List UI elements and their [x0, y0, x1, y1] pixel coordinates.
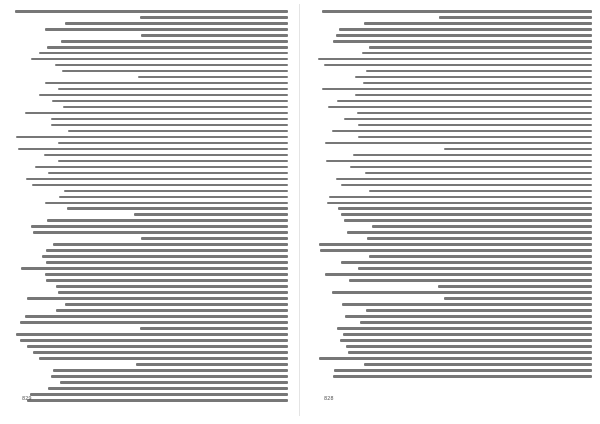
text-line [18, 148, 288, 151]
text-line [44, 154, 288, 157]
text-line [45, 273, 288, 276]
text-line [344, 219, 592, 222]
text-line [140, 16, 288, 19]
text-line [141, 237, 288, 240]
text-line [336, 178, 592, 181]
text-line [358, 136, 592, 139]
text-line [328, 106, 592, 109]
text-line [341, 213, 592, 216]
text-line [20, 339, 288, 342]
text-line [39, 52, 288, 55]
text-line [53, 369, 288, 372]
text-line [337, 327, 592, 330]
text-line [16, 136, 288, 139]
text-line [342, 303, 592, 306]
text-line [138, 76, 288, 79]
text-line [332, 130, 592, 133]
text-line [45, 82, 288, 85]
text-line [333, 40, 592, 43]
text-line [358, 124, 592, 127]
text-line [20, 321, 288, 324]
text-line [25, 112, 288, 115]
text-line [58, 291, 288, 294]
text-line [60, 381, 288, 384]
text-line [63, 106, 288, 109]
text-line [30, 393, 288, 396]
text-line [320, 249, 592, 252]
text-line [58, 88, 288, 91]
text-line [326, 160, 592, 163]
text-line [439, 16, 592, 19]
text-line [365, 172, 592, 175]
text-line [349, 279, 592, 282]
text-line [364, 363, 592, 366]
text-line [318, 58, 592, 61]
text-line [61, 40, 288, 43]
text-line [33, 231, 288, 234]
text-line [27, 297, 288, 300]
text-line [336, 34, 592, 37]
text-line [58, 160, 288, 163]
text-line [16, 333, 288, 336]
text-line [337, 100, 592, 103]
text-line [55, 64, 288, 67]
text-line [27, 399, 288, 402]
right-page-number: 828 [324, 396, 334, 402]
text-line [46, 261, 288, 264]
text-line [48, 172, 288, 175]
left-page-number: 829 [22, 396, 32, 402]
text-line [350, 166, 592, 169]
text-line [45, 28, 288, 31]
text-line [343, 333, 592, 336]
text-line [438, 285, 592, 288]
text-line [33, 351, 288, 354]
text-line [31, 225, 288, 228]
text-line [319, 357, 592, 360]
text-line [362, 52, 592, 55]
text-line [21, 267, 288, 270]
right-page [312, 10, 592, 408]
text-line [31, 58, 288, 61]
text-line [322, 10, 592, 13]
text-line [39, 357, 288, 360]
text-line [341, 261, 592, 264]
text-line [141, 34, 288, 37]
text-line [345, 315, 592, 318]
text-line [42, 255, 288, 258]
text-line [140, 327, 288, 330]
text-line [358, 267, 592, 270]
text-line [51, 118, 288, 121]
text-line [62, 70, 288, 73]
text-line [329, 196, 592, 199]
text-line [340, 339, 592, 342]
text-line [45, 202, 288, 205]
text-line [355, 94, 592, 97]
text-line [348, 351, 592, 354]
text-line [319, 243, 592, 246]
text-line [134, 213, 288, 216]
text-line [369, 46, 592, 49]
text-line [322, 88, 592, 91]
text-line [32, 184, 288, 187]
text-line [67, 207, 288, 210]
text-line [65, 22, 288, 25]
text-line [324, 64, 592, 67]
text-line [355, 76, 592, 79]
text-line [51, 124, 288, 127]
text-line [372, 225, 592, 228]
text-line [338, 207, 592, 210]
text-line [347, 231, 592, 234]
text-line [363, 82, 592, 85]
text-line [369, 190, 592, 193]
text-line [68, 130, 288, 133]
text-line [333, 375, 592, 378]
left-page [8, 10, 288, 408]
text-line [59, 196, 288, 199]
text-line [444, 148, 592, 151]
text-line [35, 166, 288, 169]
text-line [369, 255, 592, 258]
text-line [353, 154, 592, 157]
text-line [364, 22, 592, 25]
text-line [15, 10, 288, 13]
text-line [136, 363, 288, 366]
left-page-text-block [8, 10, 288, 405]
text-line [332, 291, 592, 294]
text-line [325, 273, 592, 276]
text-line [339, 28, 592, 31]
text-line [64, 190, 288, 193]
text-line [25, 315, 288, 318]
text-line [366, 70, 592, 73]
text-line [344, 118, 592, 121]
text-line [58, 142, 288, 145]
text-line [357, 112, 592, 115]
text-line [39, 94, 288, 97]
text-line [47, 219, 288, 222]
book-gutter [299, 4, 300, 416]
text-line [27, 345, 288, 348]
text-line [325, 142, 592, 145]
text-line [366, 309, 592, 312]
text-line [53, 243, 288, 246]
right-page-text-block [312, 10, 592, 381]
text-line [48, 387, 288, 390]
text-line [46, 249, 288, 252]
text-line [346, 345, 592, 348]
text-line [56, 285, 288, 288]
text-line [26, 178, 288, 181]
text-line [444, 297, 592, 300]
text-line [52, 100, 288, 103]
text-line [367, 237, 592, 240]
text-line [46, 279, 288, 282]
text-line [327, 202, 592, 205]
text-line [51, 375, 288, 378]
text-line [341, 184, 592, 187]
text-line [360, 321, 592, 324]
text-line [334, 369, 592, 372]
text-line [65, 303, 288, 306]
text-line [47, 46, 288, 49]
text-line [56, 309, 288, 312]
